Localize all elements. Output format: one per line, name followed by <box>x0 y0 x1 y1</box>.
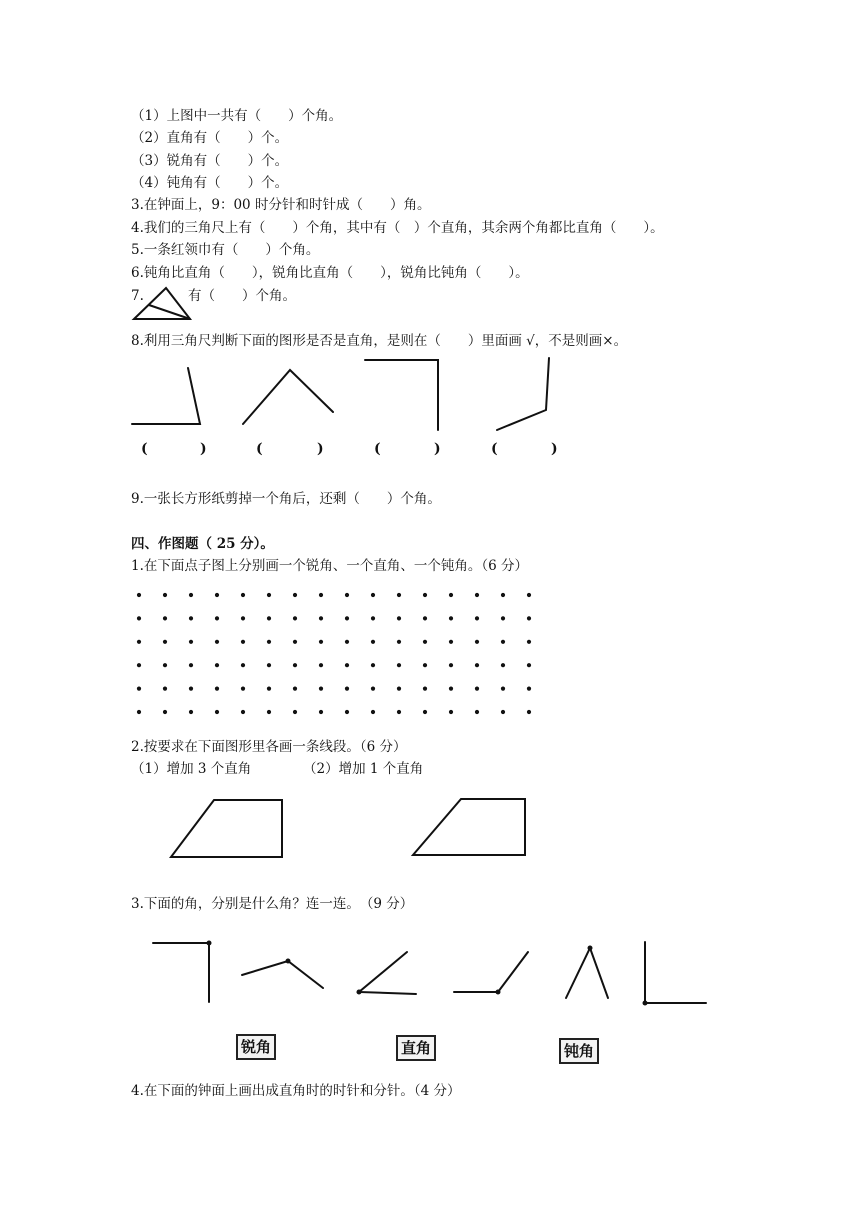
grid-dot[interactable] <box>501 710 505 714</box>
q8-answer-paren-2-open: ( <box>256 441 263 457</box>
question-5: 5.一条红领巾有（ ）个角。 <box>131 242 320 258</box>
grid-dot[interactable] <box>319 687 323 691</box>
angle-matching-figures <box>0 930 860 1010</box>
grid-dot[interactable] <box>397 593 401 597</box>
q8-answer-paren-1-close: ) <box>200 441 207 457</box>
grid-dot[interactable] <box>163 710 167 714</box>
trapezoid-figure-2[interactable] <box>410 797 528 859</box>
grid-dot[interactable] <box>423 710 427 714</box>
grid-dot[interactable] <box>241 687 245 691</box>
trapezoid-figure-1[interactable] <box>168 798 286 860</box>
grid-dot[interactable] <box>293 593 297 597</box>
grid-dot[interactable] <box>345 616 349 620</box>
grid-dot[interactable] <box>137 616 141 620</box>
grid-dot[interactable] <box>527 593 531 597</box>
question-4: 4.我们的三角尺上有（ ）个角，其中有（ ）个直角，其余两个角都比直角（ ）。 <box>131 220 664 236</box>
grid-dot[interactable] <box>449 640 453 644</box>
grid-dot[interactable] <box>189 710 193 714</box>
section-4-title: 四、作图题（ 25 分）。 <box>131 536 274 552</box>
grid-dot[interactable] <box>423 687 427 691</box>
grid-dot[interactable] <box>215 593 219 597</box>
grid-dot[interactable] <box>137 593 141 597</box>
q8-answer-paren-4-close: ) <box>551 441 558 457</box>
question-6: 6.钝角比直角（ ），锐角比直角（ ），锐角比钝角（ ）。 <box>131 265 529 281</box>
question-9: 9.一张长方形纸剪掉一个角后，还剩（ ）个角。 <box>131 491 441 507</box>
grid-dot[interactable] <box>189 687 193 691</box>
grid-dot[interactable] <box>241 663 245 667</box>
grid-dot[interactable] <box>319 593 323 597</box>
grid-dot[interactable] <box>527 616 531 620</box>
section-4-problem-3: 3.下面的角，分别是什么角？连一连。 （9 分） <box>131 896 414 912</box>
grid-dot[interactable] <box>267 687 271 691</box>
grid-dot[interactable] <box>137 640 141 644</box>
grid-dot[interactable] <box>423 640 427 644</box>
q7-triangle-figure <box>133 285 193 321</box>
grid-dot[interactable] <box>423 593 427 597</box>
grid-dot[interactable] <box>293 663 297 667</box>
grid-dot[interactable] <box>527 640 531 644</box>
grid-dot[interactable] <box>137 710 141 714</box>
grid-dot[interactable] <box>397 640 401 644</box>
grid-dot[interactable] <box>241 640 245 644</box>
grid-dot[interactable] <box>293 616 297 620</box>
grid-dot[interactable] <box>475 663 479 667</box>
grid-dot[interactable] <box>397 663 401 667</box>
grid-dot[interactable] <box>501 663 505 667</box>
grid-dot[interactable] <box>241 593 245 597</box>
grid-dot[interactable] <box>319 640 323 644</box>
q2-item-3: （3）锐角有（ ）个。 <box>131 153 289 169</box>
q8-answer-paren-3-open: ( <box>374 441 381 457</box>
question-7-text: 有（ ）个角。 <box>188 288 296 304</box>
grid-dot[interactable] <box>345 640 349 644</box>
grid-dot[interactable] <box>449 687 453 691</box>
grid-dot[interactable] <box>371 687 375 691</box>
grid-dot[interactable] <box>449 663 453 667</box>
q8-angle-figures <box>0 350 860 435</box>
grid-dot[interactable] <box>475 687 479 691</box>
grid-dot[interactable] <box>397 710 401 714</box>
problem-2-sub-2: （2）增加 1 个直角 <box>303 761 424 777</box>
grid-dot[interactable] <box>267 663 271 667</box>
grid-dot[interactable] <box>527 663 531 667</box>
label-right-angle[interactable]: 直角 <box>396 1035 436 1061</box>
grid-dot[interactable] <box>475 593 479 597</box>
grid-dot[interactable] <box>501 687 505 691</box>
grid-dot[interactable] <box>319 616 323 620</box>
grid-dot[interactable] <box>163 616 167 620</box>
grid-dot[interactable] <box>423 663 427 667</box>
grid-dot[interactable] <box>527 687 531 691</box>
grid-dot[interactable] <box>137 663 141 667</box>
grid-dot[interactable] <box>319 710 323 714</box>
grid-dot[interactable] <box>475 616 479 620</box>
grid-dot[interactable] <box>189 640 193 644</box>
q8-answer-paren-2-close: ) <box>317 441 324 457</box>
grid-dot[interactable] <box>189 593 193 597</box>
label-acute-angle[interactable]: 锐角 <box>236 1034 276 1060</box>
section-4-problem-2: 2.按要求在下面图形里各画一条线段。（6 分） <box>131 739 407 755</box>
grid-dot[interactable] <box>267 593 271 597</box>
grid-dot[interactable] <box>371 616 375 620</box>
q8-answer-paren-1-open: ( <box>141 441 148 457</box>
section-4-problem-1: 1.在下面点子图上分别画一个锐角、一个直角、一个钝角。（6 分） <box>131 558 529 574</box>
section-4-problem-4: 4.在下面的钟面上画出成直角时的时针和分针。（4 分） <box>131 1083 461 1099</box>
grid-dot[interactable] <box>371 593 375 597</box>
grid-dot[interactable] <box>371 640 375 644</box>
grid-dot[interactable] <box>215 640 219 644</box>
grid-dot[interactable] <box>501 593 505 597</box>
grid-dot[interactable] <box>293 710 297 714</box>
grid-dot[interactable] <box>163 640 167 644</box>
dot-grid[interactable] <box>130 588 550 718</box>
grid-dot[interactable] <box>137 687 141 691</box>
grid-dot[interactable] <box>189 663 193 667</box>
grid-dot[interactable] <box>215 663 219 667</box>
grid-dot[interactable] <box>449 616 453 620</box>
grid-dot[interactable] <box>397 616 401 620</box>
grid-dot[interactable] <box>241 616 245 620</box>
grid-dot[interactable] <box>501 616 505 620</box>
grid-dot[interactable] <box>163 663 167 667</box>
grid-dot[interactable] <box>345 687 349 691</box>
problem-2-sub-1: （1）增加 3 个直角 <box>131 761 252 777</box>
grid-dot[interactable] <box>475 640 479 644</box>
grid-dot[interactable] <box>345 593 349 597</box>
grid-dot[interactable] <box>267 616 271 620</box>
q8-answer-paren-3-close: ) <box>434 441 441 457</box>
question-8: 8.利用三角尺判断下面的图形是否是直角，是则在（ ）里面画 √，不是则画×。 <box>131 333 628 349</box>
grid-dot[interactable] <box>423 616 427 620</box>
q8-answer-paren-4-open: ( <box>491 441 498 457</box>
grid-dot[interactable] <box>215 687 219 691</box>
grid-dot[interactable] <box>319 663 323 667</box>
grid-dot[interactable] <box>241 710 245 714</box>
grid-dot[interactable] <box>293 687 297 691</box>
grid-dot[interactable] <box>345 663 349 667</box>
grid-dot[interactable] <box>293 640 297 644</box>
grid-dot[interactable] <box>371 663 375 667</box>
grid-dot[interactable] <box>527 710 531 714</box>
grid-dot[interactable] <box>215 616 219 620</box>
grid-dot[interactable] <box>267 640 271 644</box>
grid-dot[interactable] <box>215 710 219 714</box>
grid-dot[interactable] <box>163 687 167 691</box>
grid-dot[interactable] <box>449 593 453 597</box>
grid-dot[interactable] <box>267 710 271 714</box>
grid-dot[interactable] <box>475 710 479 714</box>
grid-dot[interactable] <box>163 593 167 597</box>
question-7-number: 7. <box>131 288 144 304</box>
grid-dot[interactable] <box>397 687 401 691</box>
grid-dot[interactable] <box>449 710 453 714</box>
q2-item-4: （4）钝角有（ ）个。 <box>131 175 289 191</box>
question-3: 3.在钟面上，9：00 时分针和时针成（ ）角。 <box>131 197 431 213</box>
grid-dot[interactable] <box>501 640 505 644</box>
grid-dot[interactable] <box>189 616 193 620</box>
grid-dot[interactable] <box>345 710 349 714</box>
q2-item-2: （2）直角有（ ）个。 <box>131 130 289 146</box>
label-obtuse-angle[interactable]: 钝角 <box>559 1038 599 1064</box>
grid-dot[interactable] <box>371 710 375 714</box>
q2-item-1: （1）上图中一共有（ ）个角。 <box>131 108 343 124</box>
